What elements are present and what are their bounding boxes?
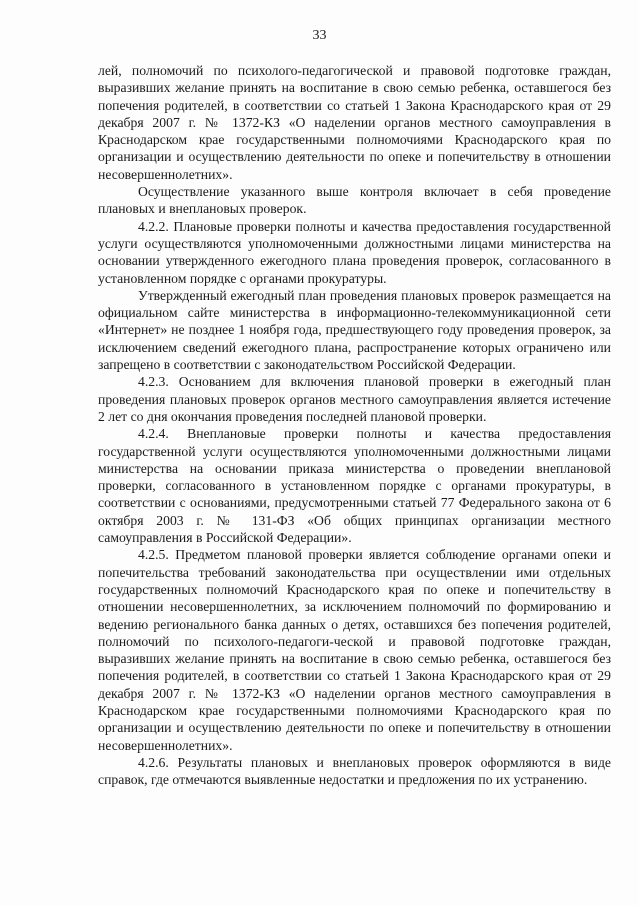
page-number: 33 [312,28,327,43]
paragraph-control-scope: Осуществление указанного выше контроля включает в себя проведение плановых и внеплановых проверок. [98,184,611,217]
document-body [98,62,611,788]
paragraph-4-2-3: 4.2.3. Основанием для включения плановой проверки в ежегодный план проведения плановых проверок органов местного самоуправления является истечение 2 лет со дня окончания проведения последней плановой проверки. [98,374,611,424]
paragraph-continuation: лей, полномочий по психолого-педагогической и правовой подготовке граждан, выразивших желание принять на воспитание в свою семью ребенка, оставшегося без попечения родителей, в соответствии со статьей 1 Закона Краснодарского края от 29 декабря 2007 г. № 1372-КЗ «О наделении органов местного самоуправления в Краснодарском крае государственными полномочиями Краснодарского края по организации и осуществлению деятельности по опеке и попечительству в отношении несовершеннолетних». [98,63,611,182]
paragraph-4-2-5: 4.2.5. Предметом плановой проверки является соблюдение органами опеки и попечительства требований законодательства при осуществлении ими отдельных государственных полномочий Краснодарского края по опеке и попечительству в отношении несовершеннолетних, за исключением полномочий по формированию и ведению регионального банка данных о детях, оставшихся без попечения родителей, полномочий по психолого-педагоги-ческой и правовой подготовке граждан, выразивших желание принять на воспитание в свою семью ребенка, оставшегося без попечения родителей, в соответствии со статьей 1 Закона Краснодарского края от 29 декабря 2007 г. № 1372-КЗ «О наделении органов местного самоуправления в Краснодарском крае государственными полномочиями Краснодарского края по организации и осуществлению деятельности по опеке и попечительству в отношении несовершеннолетних». [98,547,611,753]
paragraph-4-2-2: 4.2.2. Плановые проверки полноты и качества предоставления государственной услуги осуществляются уполномоченными должностными лицами министерства на основании утвержденного ежегодного плана проведения проверок, согласованного в установленном порядке с органами прокуратуры. [98,218,611,286]
paragraph-4-2-6: 4.2.6. Результаты плановых и внеплановых проверок оформляются в виде справок, где отмечаются выявленные недостатки и предложения по их устранению. [98,754,611,788]
paragraph-4-2-4: 4.2.4. Внеплановые проверки полноты и качества предоставления государственной услуги осуществляются уполномоченными должностными лицами министерства на основании приказа министерства о проведении внеплановой проверки, согласованного в установленном порядке с органами прокуратуры, в соответствии с основаниями, предусмотренными статьей 77 Федерального закона от 6 октября 2003 г. № 131-ФЗ «Об общих принципах организации местного самоуправления в Российской Федерации». [98,426,611,546]
paragraph-annual-plan: Утвержденный ежегодный план проведения плановых проверок размещается на официальном сайте министерства в информационно-телекоммуникационной сети «Интернет» не позднее 1 ноября года, предшествующего году проведения проверок, за исключением сведений ежегодного плана, распространение которых ограничено или запрещено в соответствии с законодательством Российской Федерации. [98,287,611,373]
